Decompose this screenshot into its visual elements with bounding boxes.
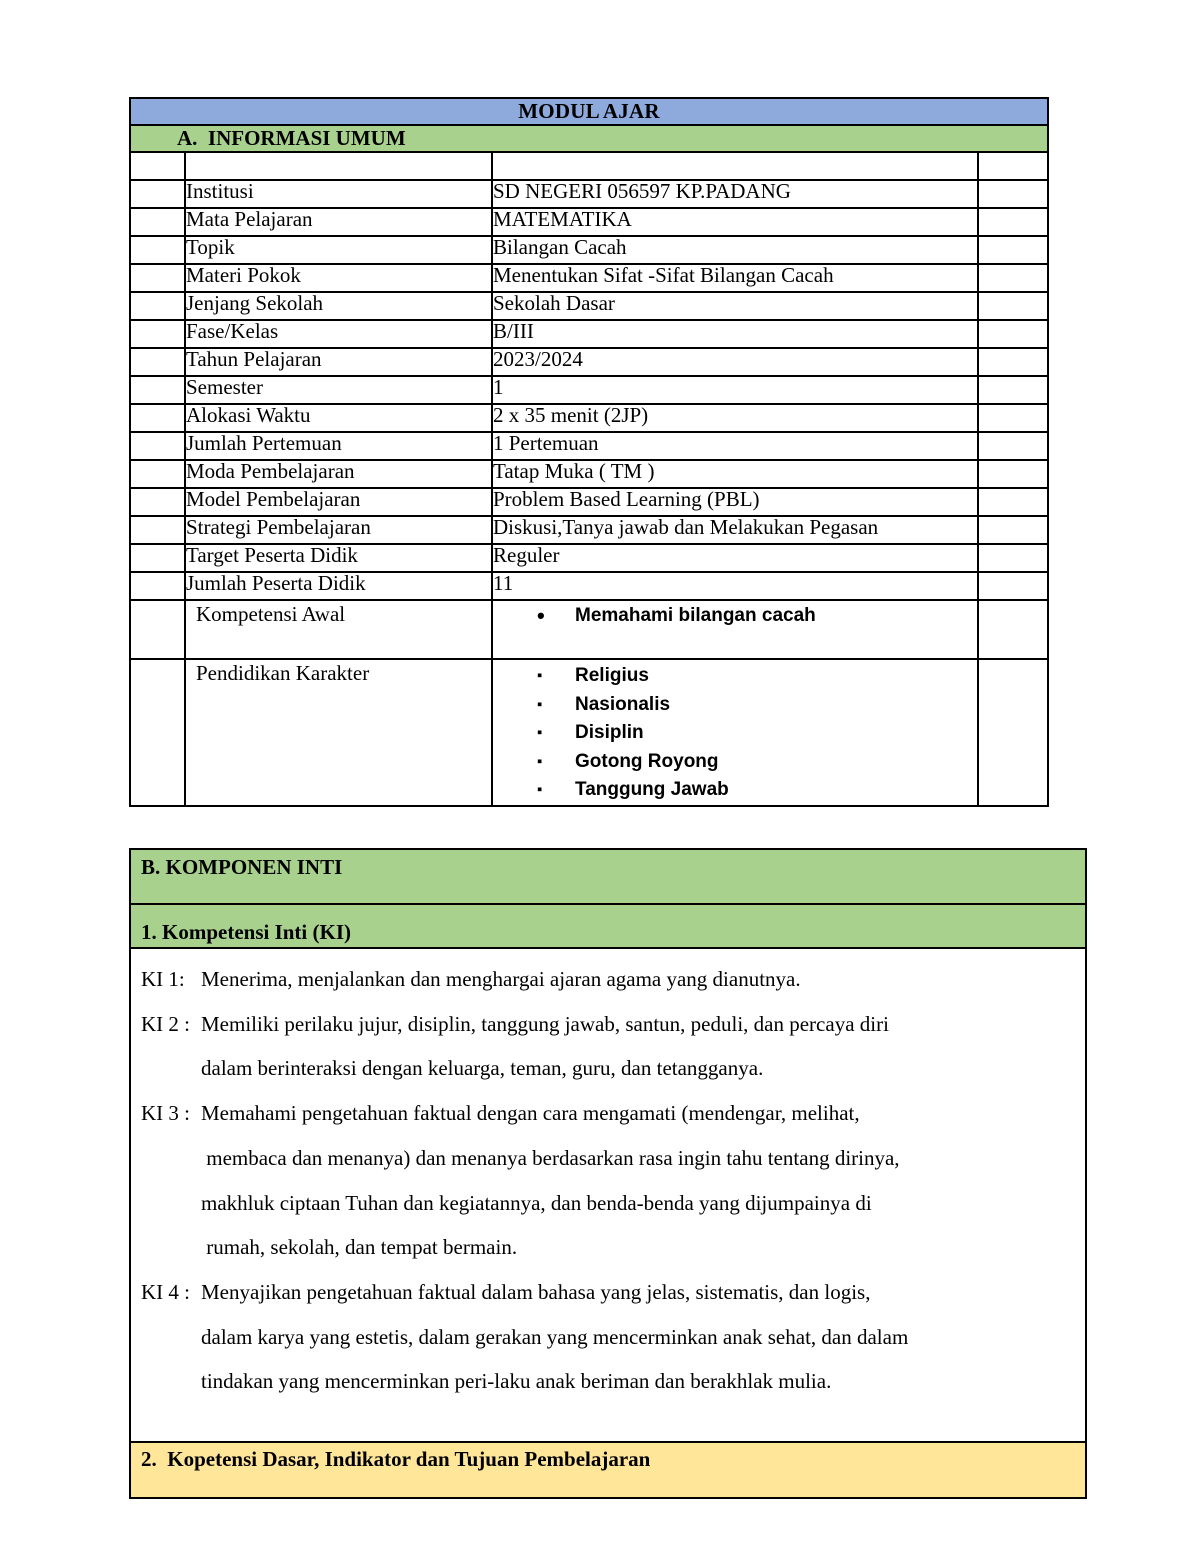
info-label: Jumlah Pertemuan xyxy=(185,432,492,460)
info-row xyxy=(130,460,1048,488)
info-value: B/III xyxy=(492,320,978,348)
pendidikan-karakter-row xyxy=(130,659,1048,806)
info-label: Target Peserta Didik xyxy=(185,544,492,572)
info-value: Problem Based Learning (PBL) xyxy=(492,488,978,516)
info-value: 1 xyxy=(492,376,978,404)
bullet-icon: ▪ xyxy=(537,724,543,741)
info-label: Model Pembelajaran xyxy=(185,488,492,516)
ki-text-line: Memahami pengetahuan faktual dengan cara mengamati (mendengar, melihat, xyxy=(201,1101,860,1126)
ki-text-line: dalam berinteraksi dengan keluarga, teman, guru, dan tetangganya. xyxy=(201,1056,764,1081)
empty-cell xyxy=(978,152,1048,180)
info-row xyxy=(130,488,1048,516)
info-value: MATEMATIKA xyxy=(492,208,978,236)
empty-cell xyxy=(978,600,1048,659)
empty-cell xyxy=(978,264,1048,292)
info-row xyxy=(130,432,1048,460)
empty-cell xyxy=(978,236,1048,264)
empty-cell xyxy=(130,348,185,376)
section-a-row xyxy=(130,125,1048,152)
document-title: MODUL AJAR xyxy=(130,98,1048,125)
bullet-icon: ▪ xyxy=(537,695,543,713)
ki-label: KI 1: xyxy=(141,967,185,991)
info-row xyxy=(130,404,1048,432)
empty-cell xyxy=(130,376,185,404)
info-row xyxy=(130,292,1048,320)
empty-row xyxy=(130,152,1048,180)
ki-text-line: Menerima, menjalankan dan menghargai ajaran agama yang dianutnya. xyxy=(201,967,801,991)
info-value: Bilangan Cacah xyxy=(492,236,978,264)
info-value: 2 x 35 menit (2JP) xyxy=(492,404,978,432)
empty-cell xyxy=(978,432,1048,460)
info-value: SD NEGERI 056597 KP.PADANG xyxy=(492,180,978,208)
info-row xyxy=(130,208,1048,236)
list-item xyxy=(493,776,977,805)
list-item xyxy=(493,662,977,691)
info-value: Diskusi,Tanya jawab dan Melakukan Pegasan xyxy=(492,516,978,544)
empty-cell xyxy=(978,544,1048,572)
list-item-text: Religius xyxy=(575,665,649,686)
info-row xyxy=(130,320,1048,348)
info-label: Moda Pembelajaran xyxy=(185,460,492,488)
info-label: Fase/Kelas xyxy=(185,320,492,348)
ki-item xyxy=(131,1091,1085,1270)
empty-cell xyxy=(130,264,185,292)
empty-cell xyxy=(130,208,185,236)
ki-text-line: dalam karya yang estetis, dalam gerakan yang mencerminkan anak sehat, dan dalam xyxy=(201,1324,909,1349)
empty-cell xyxy=(130,320,185,348)
empty-cell xyxy=(130,432,185,460)
bullet-icon: ▪ xyxy=(537,667,543,684)
info-value: Tatap Muka ( TM ) xyxy=(492,460,978,488)
informasi-umum-body xyxy=(130,98,1048,806)
ki-label: KI 4 : xyxy=(141,1279,190,1304)
empty-cell xyxy=(978,376,1048,404)
kompetensi-awal-value xyxy=(492,600,978,659)
info-row xyxy=(130,376,1048,404)
ki-text-line: makhluk ciptaan Tuhan dan kegiatannya, dan benda-benda yang dijumpainya di xyxy=(201,1190,872,1215)
empty-cell xyxy=(978,404,1048,432)
kompetensi-dasar-heading: 2. Kopetensi Dasar, Indikator dan Tujuan Pembelajaran xyxy=(131,1443,1085,1497)
info-label: Materi Pokok xyxy=(185,264,492,292)
ki-text-line: rumah, sekolah, dan tempat bermain. xyxy=(201,1235,518,1260)
list-item-text: Gotong Royong xyxy=(575,750,719,772)
empty-cell xyxy=(130,659,185,806)
info-label: Strategi Pembelajaran xyxy=(185,516,492,544)
empty-cell xyxy=(130,292,185,320)
bullet-icon: ▪ xyxy=(537,781,543,798)
list-item-text: Tanggung Jawab xyxy=(575,779,729,800)
list-item-text: Memahami bilangan cacah xyxy=(575,605,816,626)
empty-cell xyxy=(130,152,185,180)
kompetensi-inti-heading: 1. Kompetensi Inti (KI) xyxy=(131,905,1085,949)
empty-cell xyxy=(130,236,185,264)
ki-text-line: Memiliki perilaku jujur, disiplin, tanggung jawab, santun, peduli, dan percaya diri xyxy=(201,1011,889,1036)
empty-cell xyxy=(185,152,492,180)
pendidikan-karakter-list xyxy=(493,662,977,805)
info-row xyxy=(130,348,1048,376)
info-row xyxy=(130,264,1048,292)
empty-cell xyxy=(978,460,1048,488)
empty-cell xyxy=(130,180,185,208)
section-b-heading: B. KOMPONEN INTI xyxy=(131,850,1085,905)
empty-cell xyxy=(978,320,1048,348)
pendidikan-karakter-value xyxy=(492,659,978,806)
info-row xyxy=(130,236,1048,264)
empty-cell xyxy=(978,348,1048,376)
bullet-icon: ▪ xyxy=(537,752,543,770)
empty-cell xyxy=(978,488,1048,516)
empty-cell xyxy=(978,659,1048,806)
info-label: Jenjang Sekolah xyxy=(185,292,492,320)
list-item-text: Disiplin xyxy=(575,722,644,743)
info-label: Jumlah Peserta Didik xyxy=(185,572,492,600)
ki-label: KI 3 : xyxy=(141,1101,190,1126)
info-value: 2023/2024 xyxy=(492,348,978,376)
empty-cell xyxy=(130,460,185,488)
kompetensi-awal-list xyxy=(493,602,977,631)
list-item xyxy=(493,719,977,748)
pendidikan-karakter-label: Pendidikan Karakter xyxy=(185,659,492,806)
empty-cell xyxy=(130,488,185,516)
info-value: 1 Pertemuan xyxy=(492,432,978,460)
ki-label: KI 2 : xyxy=(141,1011,190,1036)
empty-cell xyxy=(978,572,1048,600)
list-item xyxy=(493,691,977,720)
empty-cell xyxy=(978,292,1048,320)
info-value: 11 xyxy=(492,572,978,600)
info-label: Alokasi Waktu xyxy=(185,404,492,432)
komponen-inti-box xyxy=(129,848,1087,1499)
ki-text-line: Menyajikan pengetahuan faktual dalam bahasa yang jelas, sistematis, dan logis, xyxy=(201,1279,871,1304)
ki-item xyxy=(131,1002,1085,1091)
ki-text-line: membaca dan menanya) dan menanya berdasarkan rasa ingin tahu tentang dirinya, xyxy=(201,1145,900,1170)
ki-item xyxy=(131,1270,1085,1404)
ki-item xyxy=(131,957,1085,1002)
empty-cell xyxy=(978,208,1048,236)
info-label: Tahun Pelajaran xyxy=(185,348,492,376)
info-label: Institusi xyxy=(185,180,492,208)
empty-cell xyxy=(492,152,978,180)
info-value: Reguler xyxy=(492,544,978,572)
empty-cell xyxy=(130,572,185,600)
kompetensi-awal-row xyxy=(130,600,1048,659)
empty-cell xyxy=(978,180,1048,208)
info-value: Menentukan Sifat -Sifat Bilangan Cacah xyxy=(492,264,978,292)
bullet-icon: • xyxy=(537,603,545,628)
info-row xyxy=(130,544,1048,572)
info-label: Topik xyxy=(185,236,492,264)
empty-cell xyxy=(130,544,185,572)
empty-cell xyxy=(978,516,1048,544)
info-label: Mata Pelajaran xyxy=(185,208,492,236)
title-row xyxy=(130,98,1048,125)
list-item-text: Nasionalis xyxy=(575,693,671,715)
kompetensi-awal-label: Kompetensi Awal xyxy=(185,600,492,659)
info-value: Sekolah Dasar xyxy=(492,292,978,320)
empty-cell xyxy=(130,516,185,544)
list-item xyxy=(493,748,977,777)
kompetensi-inti-body xyxy=(131,949,1085,1443)
empty-cell xyxy=(130,404,185,432)
info-row xyxy=(130,572,1048,600)
empty-cell xyxy=(130,600,185,659)
info-label: Semester xyxy=(185,376,492,404)
info-row xyxy=(130,180,1048,208)
ki-text-line: tindakan yang mencerminkan peri-laku anak beriman dan berakhlak mulia. xyxy=(201,1369,832,1394)
informasi-umum-table xyxy=(129,97,1049,807)
section-a-heading: A. INFORMASI UMUM xyxy=(130,125,1048,152)
info-row xyxy=(130,516,1048,544)
list-item xyxy=(493,602,977,631)
